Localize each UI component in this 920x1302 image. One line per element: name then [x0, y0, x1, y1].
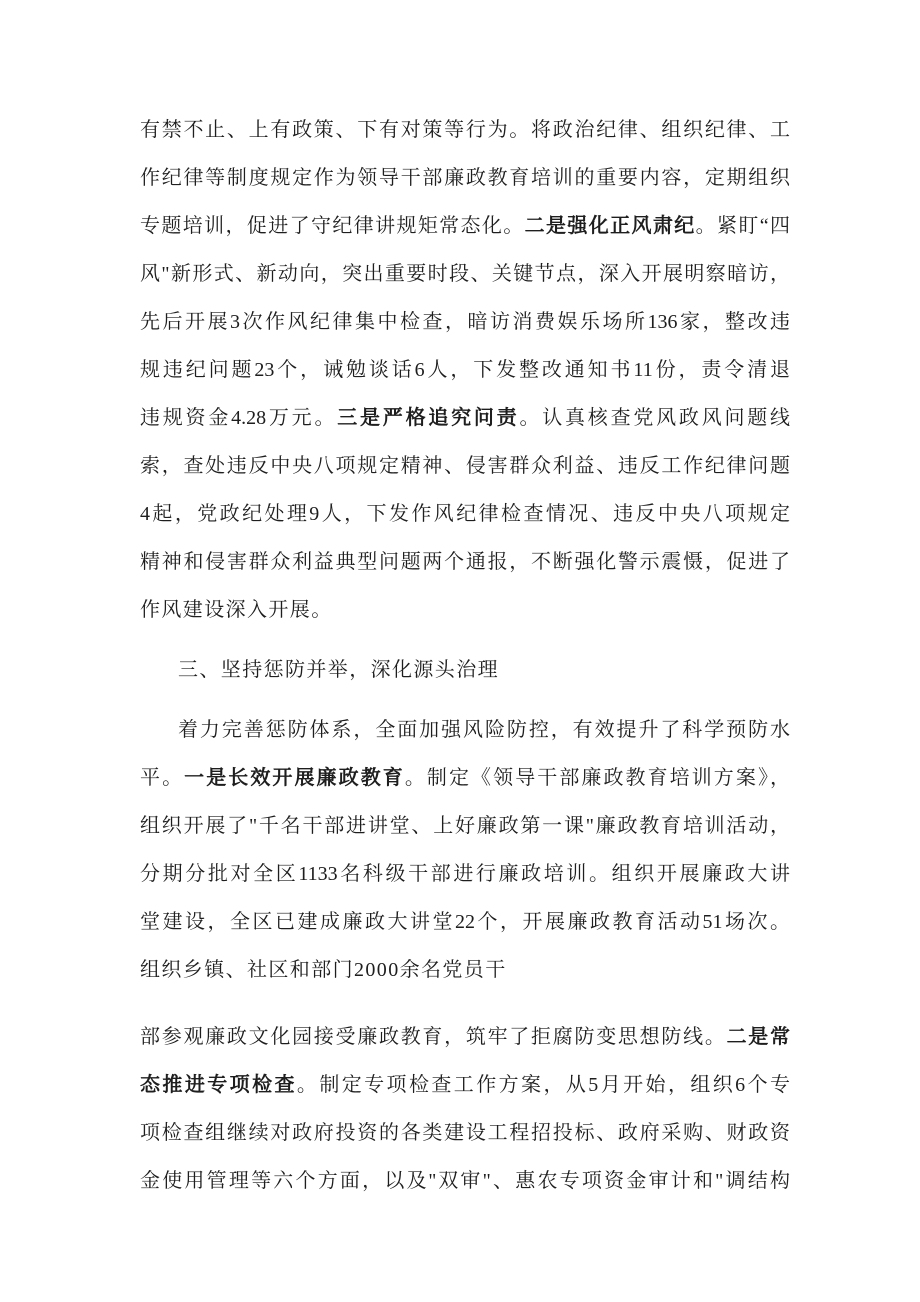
- text-line: [140, 898, 790, 946]
- emphasis-text: 一是长效开展廉政教育: [184, 767, 405, 789]
- paragraph: [140, 1013, 790, 1205]
- emphasis-text: 二是常: [726, 1026, 790, 1048]
- text-segment: 。紧盯“四: [695, 215, 790, 237]
- text-segment: 精神和侵害群众利益典型问题两个通报，不断强化警示震慑，促进了: [140, 551, 790, 573]
- text-line: [140, 298, 790, 346]
- text-line: [140, 1157, 790, 1205]
- text-line: [140, 946, 790, 994]
- text-segment: 分期分批对全区1133名科级干部进行廉政培训。组织开展廉政大讲: [140, 863, 790, 885]
- text-line: [140, 1013, 790, 1061]
- text-line: [140, 802, 790, 850]
- text-segment: 专题培训，促进了守纪律讲规矩常态化。: [140, 215, 525, 237]
- text-segment: 风"新形式、新动向，突出重要时段、关键节点，深入开展明察暗访，: [140, 263, 790, 285]
- text-line: [140, 202, 790, 250]
- text-segment: 堂建设，全区已建成廉政大讲堂22个，开展廉政教育活动51场次。: [140, 911, 790, 933]
- paragraph: [140, 106, 790, 634]
- text-segment: 。制定《领导干部廉政教育培训方案》，: [404, 767, 790, 789]
- text-segment: 作风建设深入开展。: [140, 599, 333, 621]
- text-segment: 规违纪问题23个，诫勉谈话6人，下发整改通知书11份，责令清退: [140, 359, 790, 381]
- text-segment: 。制定专项检查工作方案，从5月开始，组织6个专: [296, 1074, 790, 1096]
- text-line: [140, 706, 790, 754]
- text-line: [140, 490, 790, 538]
- text-segment: 4起，党政纪处理9人，下发作风纪律检查情况、违反中央八项规定: [140, 503, 790, 525]
- text-segment: 先后开展3次作风纪律集中检查，暗访消费娱乐场所136家，整改违: [140, 311, 790, 333]
- text-line: [140, 754, 790, 802]
- text-segment: 索，查处违反中央八项规定精神、侵害群众利益、违反工作纪律问题: [140, 455, 790, 477]
- text-line: [140, 1061, 790, 1109]
- text-line: [140, 250, 790, 298]
- paragraph: [140, 706, 790, 994]
- text-segment: 作纪律等制度规定作为领导干部廉政教育培训的重要内容，定期组织: [140, 167, 790, 189]
- text-segment: 部参观廉政文化园接受廉政教育，筑牢了拒腐防变思想防线。: [140, 1026, 727, 1048]
- text-segment: 着力完善惩防体系，全面加强风险防控，有效提升了科学预防水: [178, 719, 790, 741]
- text-line: [140, 394, 790, 442]
- text-segment: 违规资金4.28万元。: [140, 407, 338, 429]
- section-heading-block: [140, 646, 790, 694]
- text-line: [140, 586, 790, 634]
- text-line: [140, 442, 790, 490]
- text-segment: 组织乡镇、社区和部门2000余名党员干: [140, 959, 507, 981]
- text-line: [140, 346, 790, 394]
- text-segment: 项检查组继续对政府投资的各类建设工程招投标、政府采购、财政资: [140, 1122, 790, 1144]
- text-line: [140, 538, 790, 586]
- emphasis-text: 三是严格追究问责: [337, 407, 520, 429]
- text-segment: 平。: [140, 767, 185, 789]
- section-heading: 三、坚持惩防并举，深化源头治理: [178, 659, 499, 681]
- text-line: [140, 106, 790, 154]
- text-line: [140, 850, 790, 898]
- text-segment: 组织开展了"千名干部进讲堂、上好廉政第一课"廉政教育培训活动，: [140, 815, 790, 837]
- text-segment: 有禁不止、上有政策、下有对策等行为。将政治纪律、组织纪律、工: [140, 119, 790, 141]
- emphasis-text: 二是强化正风肃纪: [524, 215, 696, 237]
- emphasis-text: 态推进专项检查: [140, 1074, 297, 1096]
- text-segment: 金使用管理等六个方面，以及''双审"、惠农专项资金审计和"调结构: [140, 1170, 790, 1192]
- text-line: [140, 1109, 790, 1157]
- text-segment: 。认真核查党风政风问题线: [519, 407, 790, 429]
- text-line: [140, 154, 790, 202]
